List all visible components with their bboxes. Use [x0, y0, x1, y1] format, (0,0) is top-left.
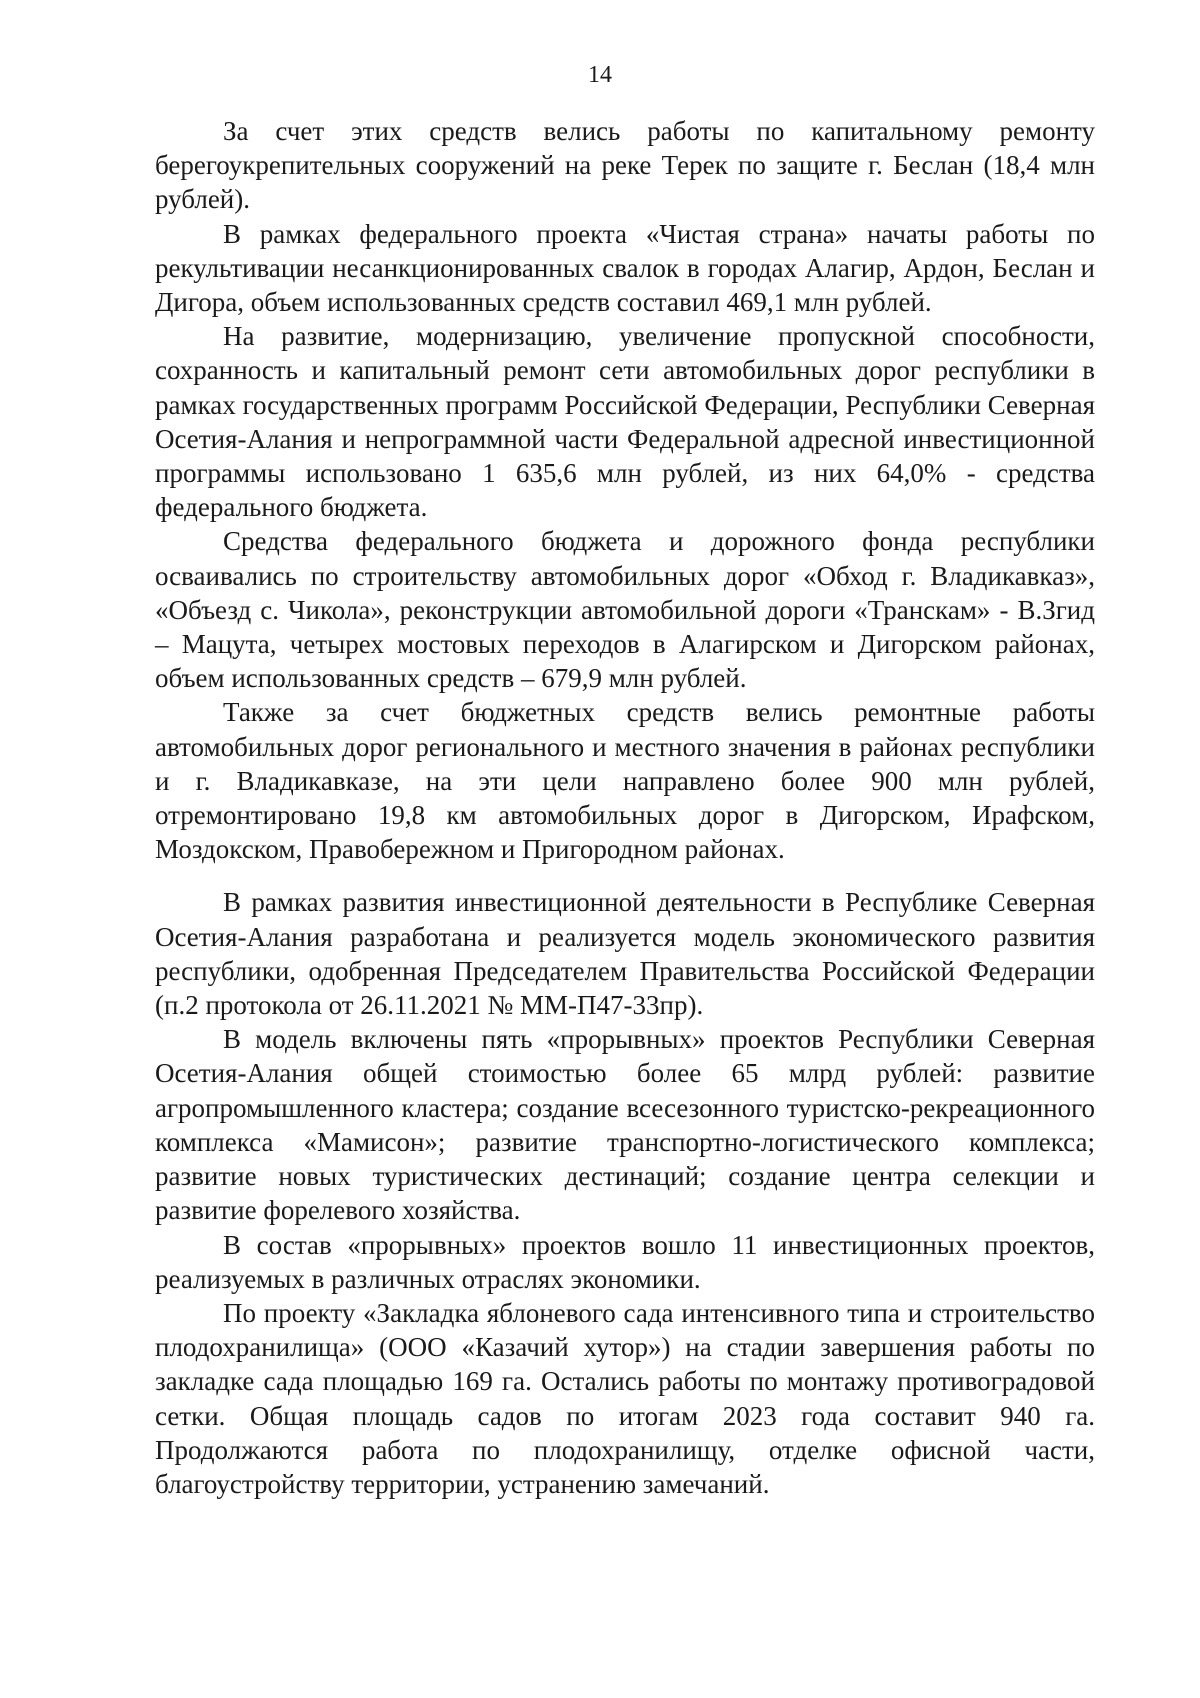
document-body [155, 114, 1095, 1501]
paragraph-beslan-embankment: За счет этих средств велись работы по капитальному ремонту берегоукрепительных сооружений на реке Терек по защите г. Беслан (18,4 млн рублей). [155, 116, 1095, 215]
paragraph-road-network: На развитие, модернизацию, увеличение пропускной способности, сохранность и капитальный ремонт сети автомобильных дорог республики в рамках государственных программ Российской Федерации, Республики Северная Осетия-Алания и непрограммной части Федеральной адресной инвестиционной программы использовано 1 635,6 млн рублей, из них 64,0% - средства федерального бюджета. [155, 321, 1095, 523]
paragraph-breakthrough-projects: В модель включены пять «прорывных» проектов Республики Северная Осетия-Алания общей стоимостью более 65 млрд рублей: развитие агропромышленного кластера; создание всесезонного туристско-рекреационного комплекса «Мамисон»; развитие транспортно-логистического комплекса; развитие новых туристических дестинаций; создание центра селекции и развитие форелевого хозяйства. [155, 1024, 1095, 1226]
page-number: 14 [588, 62, 612, 88]
paragraph-investment-model: В рамках развития инвестиционной деятельности в Республике Северная Осетия-Алания разработана и реализуется модель экономического развития республики, одобренная Председателем Правительства Российской Федерации (п.2 протокола от 26.11.2021 № ММ-П47-33пр). [155, 887, 1095, 1021]
paragraph-road-construction: Средства федерального бюджета и дорожного фонда республики осваивались по строительству автомобильных дорог «Обход г. Владикавказ», «Объезд с. Чикола», реконструкции автомобильной дороги «Транскам» - В.Згид – Мацута, четырех мостовых переходов в Алагирском и Дигорском районах, объем использованных средств – 679,9 млн рублей. [155, 526, 1095, 694]
paragraph-apple-orchard: По проекту «Закладка яблоневого сада интенсивного типа и строительство плодохранилища» (ООО «Казачий хутор») на стадии завершения работы по закладке сада площадью 169 га. Остались работы по монтажу противоградовой сетки. Общая площадь садов по итогам 2023 года составит 940 га. Продолжаются работа по плодохранилищу, отделке офисной части, благоустройству территории, устранению замечаний. [155, 1297, 1095, 1499]
paragraph-road-repairs: Также за счет бюджетных средств велись ремонтные работы автомобильных дорог регионального и местного значения в районах республики и г. Владикавказе, на эти цели направлено более 900 млн рублей, отремонтировано 19,8 км автомобильных дорог в Дигорском, Ирафском, Моздокском, Правобережном и Пригородном районах. [155, 697, 1095, 865]
paragraph-clean-country: В рамках федерального проекта «Чистая страна» начаты работы по рекультивации несанкционированных свалок в городах Алагир, Ардон, Беслан и Дигора, объем использованных средств составил 469,1 млн рублей. [155, 218, 1095, 318]
paragraph-investment-projects-count: В состав «прорывных» проектов вошло 11 инвестиционных проектов, реализуемых в различных отраслях экономики. [155, 1229, 1095, 1294]
